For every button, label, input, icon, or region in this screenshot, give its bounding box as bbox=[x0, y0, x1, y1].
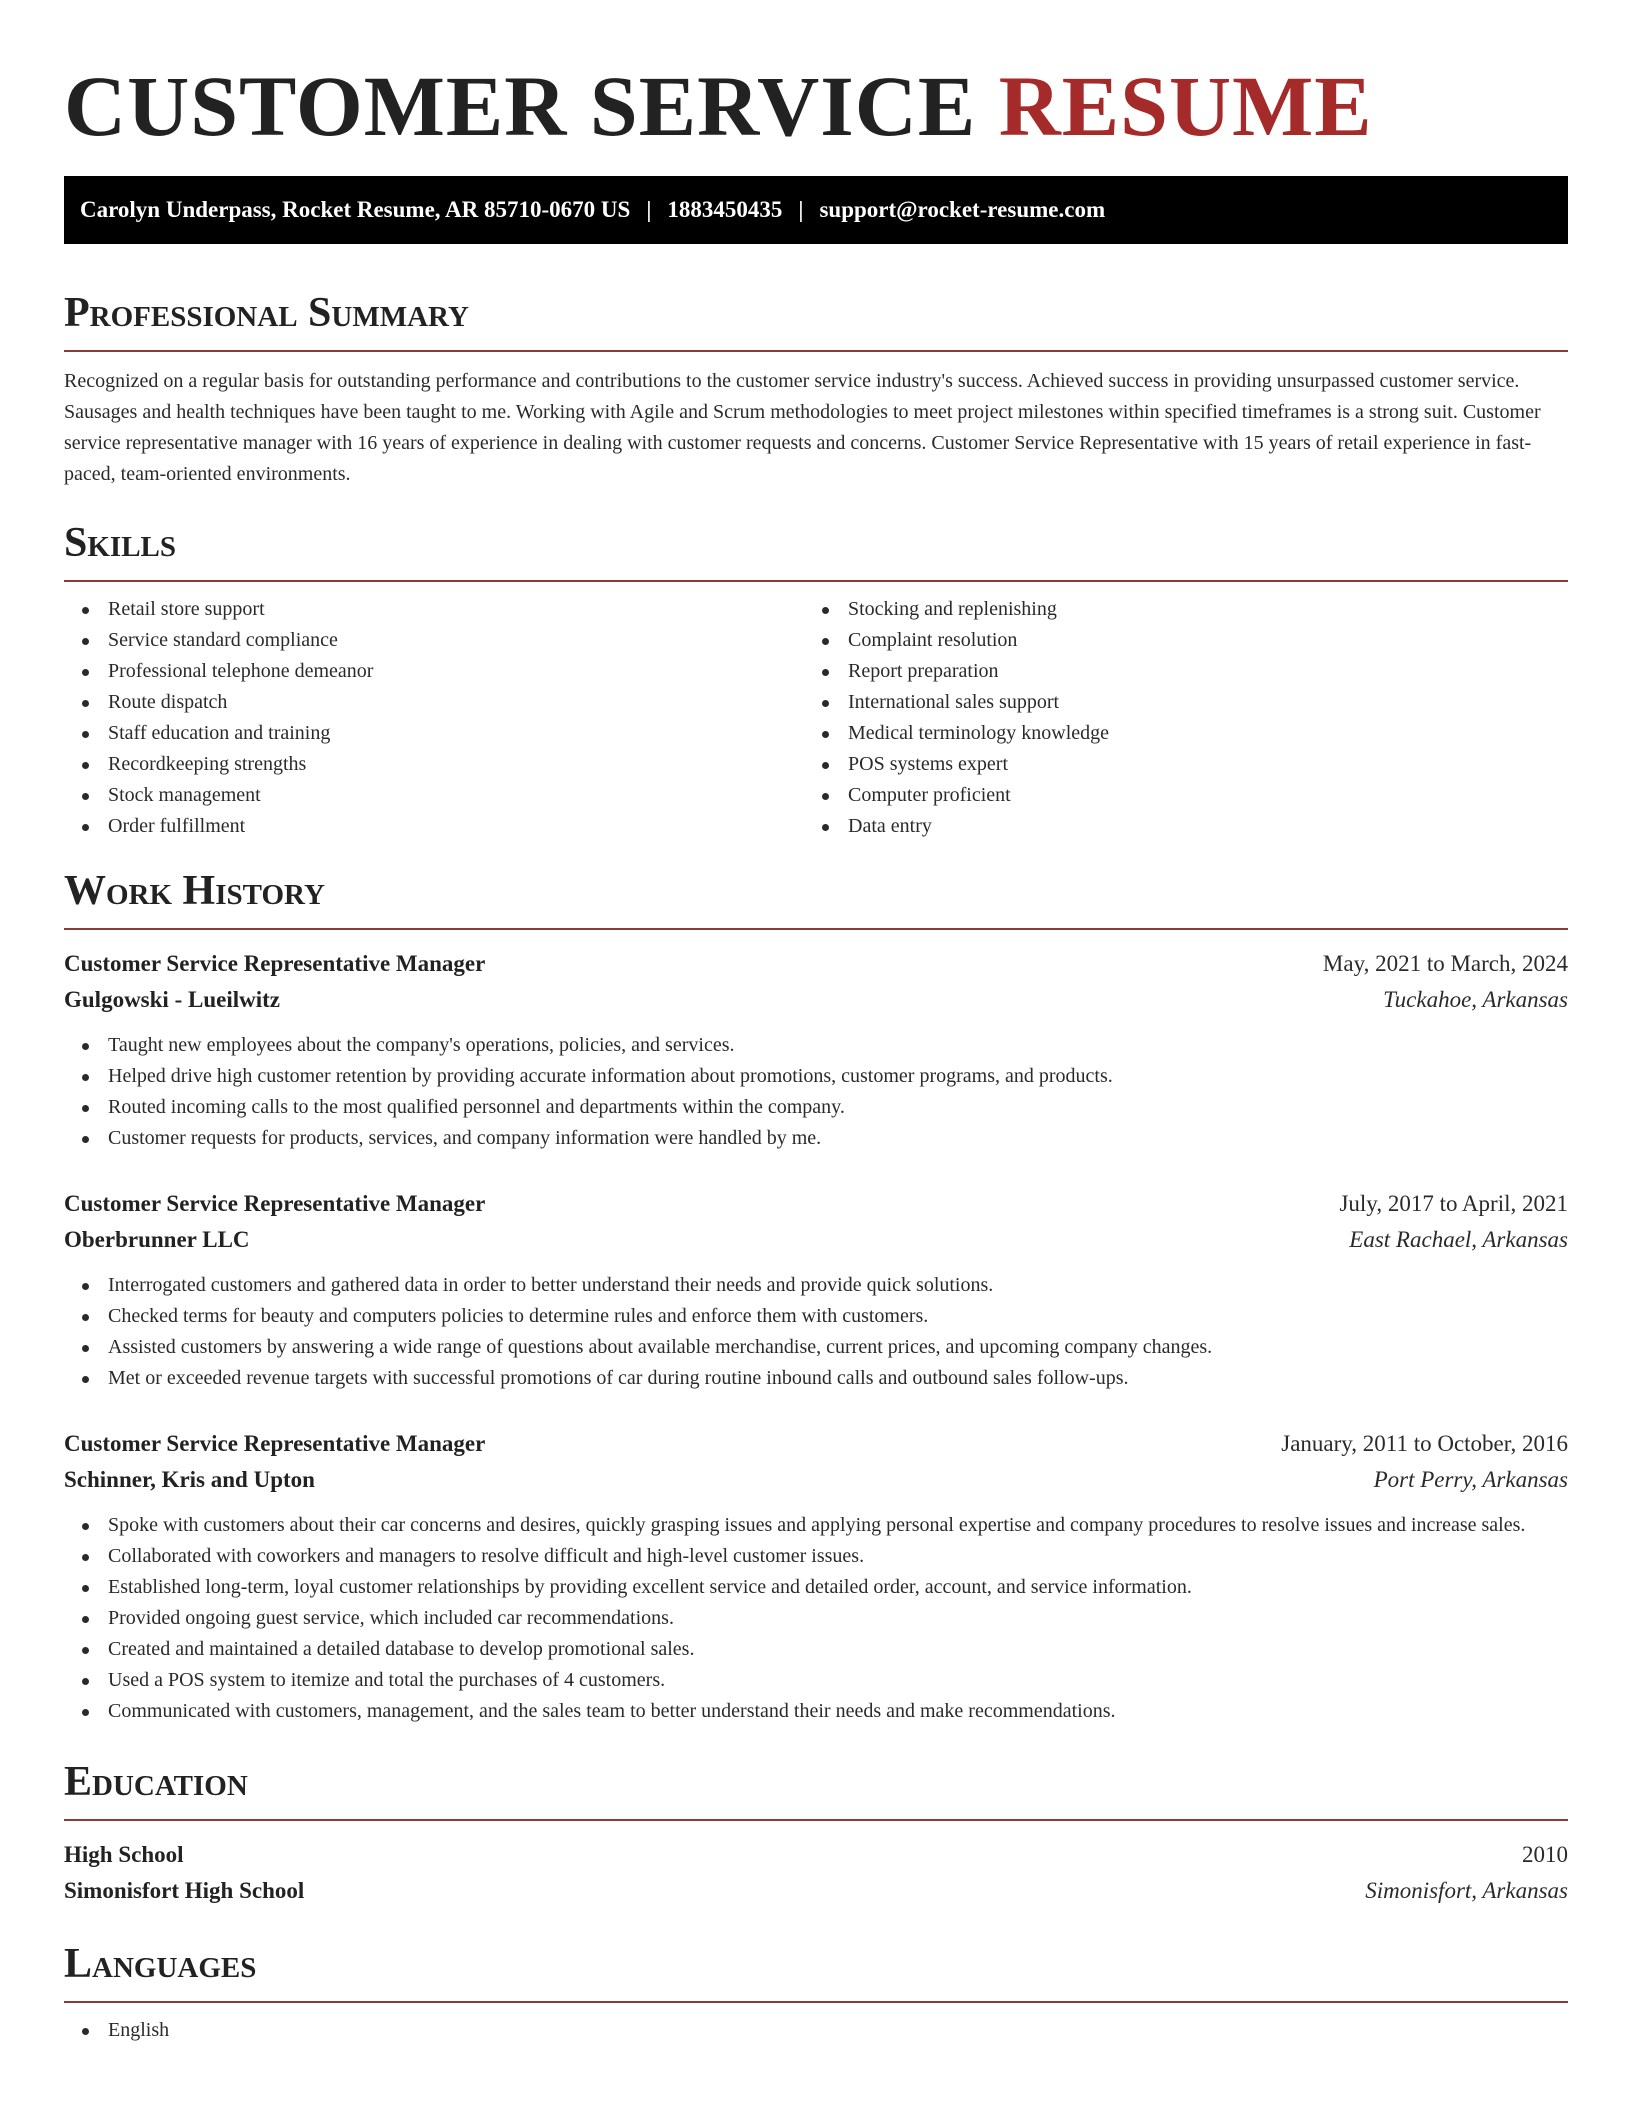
job-duty: Used a POS system to itemize and total the purchases of 4 customers. bbox=[64, 1665, 1568, 1696]
job-duty: Spoke with customers about their car concerns and desires, quickly grasping issues and applying personal expertise and company procedures to resolve issues and increase sales. bbox=[64, 1510, 1568, 1541]
skills-list-right bbox=[804, 594, 1544, 842]
skill-item: Service standard compliance bbox=[64, 625, 804, 656]
contact-separator: | bbox=[798, 197, 804, 222]
job-header-row bbox=[64, 946, 1568, 982]
resume-title bbox=[64, 56, 1568, 156]
job-duty: Communicated with customers, management, and the sales team to better understand their needs and make recommendations. bbox=[64, 1696, 1568, 1727]
job-dates: July, 2017 to April, 2021 bbox=[1339, 1191, 1568, 1216]
education-school: Simonisfort High School bbox=[64, 1878, 305, 1903]
section-divider bbox=[64, 2001, 1568, 2003]
job-duty: Helped drive high customer retention by providing accurate information about promotions, customer programs, and products. bbox=[64, 1061, 1568, 1092]
title-main: CUSTOMER SERVICE bbox=[64, 58, 977, 154]
job-duties bbox=[64, 1030, 1568, 1154]
skill-item: Order fulfillment bbox=[64, 811, 804, 842]
job-duty: Customer requests for products, services, and company information were handled by me. bbox=[64, 1123, 1568, 1154]
title-accent: RESUME bbox=[998, 58, 1373, 154]
job-duties bbox=[64, 1510, 1568, 1727]
summary-section bbox=[64, 288, 1568, 490]
skill-item: Staff education and training bbox=[64, 718, 804, 749]
skill-item: Stock management bbox=[64, 780, 804, 811]
job-duty: Checked terms for beauty and computers policies to determine rules and enforce them with customers. bbox=[64, 1301, 1568, 1332]
work-history-section bbox=[64, 866, 1568, 1727]
education-school-row bbox=[64, 1873, 1568, 1909]
job-duties bbox=[64, 1270, 1568, 1394]
skill-item: Stocking and replenishing bbox=[804, 594, 1544, 625]
job-title: Customer Service Representative Manager bbox=[64, 951, 486, 976]
summary-heading: Professional Summary bbox=[64, 290, 469, 336]
contact-separator: | bbox=[646, 197, 652, 222]
education-location: Simonisfort, Arkansas bbox=[1365, 1878, 1568, 1903]
education-year: 2010 bbox=[1522, 1842, 1568, 1867]
job-location: East Rachael, Arkansas bbox=[1349, 1227, 1568, 1252]
contact-address: Carolyn Underpass, Rocket Resume, AR 85710-0670 US bbox=[80, 197, 631, 222]
language-item: English bbox=[64, 2015, 1568, 2046]
job-company-row bbox=[64, 1222, 1568, 1258]
section-divider bbox=[64, 1819, 1568, 1821]
job-entry bbox=[64, 1186, 1568, 1394]
contact-phone: 1883450435 bbox=[667, 197, 783, 222]
skill-item: International sales support bbox=[804, 687, 1544, 718]
section-divider bbox=[64, 580, 1568, 582]
job-title: Customer Service Representative Manager bbox=[64, 1431, 486, 1456]
languages-section bbox=[64, 1939, 1568, 2046]
section-divider bbox=[64, 350, 1568, 352]
summary-text: Recognized on a regular basis for outstanding performance and contributions to the customer service industry's success. Achieved success in providing unsurpassed customer service. Sausages and health techniques have been taught to me. Working with Agile and Scrum methodologies to meet project milestones within specified timeframes is a strong suit. Customer service representative manager with 16 years of experience in dealing with customer requests and concerns. Customer Service Representative with 15 years of retail experience in fast-paced, team-oriented environments. bbox=[64, 370, 1541, 485]
skill-item: Professional telephone demeanor bbox=[64, 656, 804, 687]
job-duty: Met or exceeded revenue targets with successful promotions of car during routine inbound calls and outbound sales follow-ups. bbox=[64, 1363, 1568, 1394]
job-dates: May, 2021 to March, 2024 bbox=[1322, 951, 1568, 976]
education-degree-row bbox=[64, 1837, 1568, 1873]
job-entry bbox=[64, 946, 1568, 1154]
job-dates: January, 2011 to October, 2016 bbox=[1281, 1431, 1568, 1456]
skill-item: Medical terminology knowledge bbox=[804, 718, 1544, 749]
job-duty: Routed incoming calls to the most qualified personnel and departments within the company. bbox=[64, 1092, 1568, 1123]
work-history-heading: Work History bbox=[64, 868, 325, 914]
job-duty: Interrogated customers and gathered data in order to better understand their needs and provide quick solutions. bbox=[64, 1270, 1568, 1301]
skill-item: POS systems expert bbox=[804, 749, 1544, 780]
resume-page bbox=[64, 0, 1568, 2046]
job-duty: Established long-term, loyal customer relationships by providing excellent service and detailed order, account, and service information. bbox=[64, 1572, 1568, 1603]
job-title: Customer Service Representative Manager bbox=[64, 1191, 486, 1216]
skill-item: Recordkeeping strengths bbox=[64, 749, 804, 780]
education-degree: High School bbox=[64, 1842, 184, 1867]
skill-item: Data entry bbox=[804, 811, 1544, 842]
skills-list-left bbox=[64, 594, 804, 842]
skill-item: Report preparation bbox=[804, 656, 1544, 687]
job-company: Gulgowski - Lueilwitz bbox=[64, 987, 280, 1012]
contact-bar bbox=[64, 176, 1568, 244]
languages-list bbox=[64, 2015, 1568, 2046]
job-company-row bbox=[64, 982, 1568, 1018]
job-company: Schinner, Kris and Upton bbox=[64, 1467, 315, 1492]
skill-item: Complaint resolution bbox=[804, 625, 1544, 656]
job-duty: Collaborated with coworkers and managers to resolve difficult and high-level customer issues. bbox=[64, 1541, 1568, 1572]
skills-section bbox=[64, 518, 1568, 842]
skills-heading: Skills bbox=[64, 520, 177, 566]
skill-item: Route dispatch bbox=[64, 687, 804, 718]
job-company-row bbox=[64, 1462, 1568, 1498]
job-entry bbox=[64, 1426, 1568, 1727]
education-heading: Education bbox=[64, 1759, 248, 1805]
job-duty: Created and maintained a detailed database to develop promotional sales. bbox=[64, 1634, 1568, 1665]
section-divider bbox=[64, 928, 1568, 930]
skill-item: Computer proficient bbox=[804, 780, 1544, 811]
job-header-row bbox=[64, 1186, 1568, 1222]
job-header-row bbox=[64, 1426, 1568, 1462]
contact-email[interactable]: support@rocket-resume.com bbox=[819, 197, 1106, 222]
job-location: Port Perry, Arkansas bbox=[1373, 1467, 1568, 1492]
job-company: Oberbrunner LLC bbox=[64, 1227, 250, 1252]
job-duty: Assisted customers by answering a wide range of questions about available merchandise, current prices, and upcoming company changes. bbox=[64, 1332, 1568, 1363]
education-section bbox=[64, 1757, 1568, 1909]
job-duty: Taught new employees about the company's operations, policies, and services. bbox=[64, 1030, 1568, 1061]
job-duty: Provided ongoing guest service, which included car recommendations. bbox=[64, 1603, 1568, 1634]
skill-item: Retail store support bbox=[64, 594, 804, 625]
languages-heading: Languages bbox=[64, 1941, 257, 1987]
skills-columns bbox=[64, 594, 1568, 842]
job-location: Tuckahoe, Arkansas bbox=[1383, 987, 1568, 1012]
